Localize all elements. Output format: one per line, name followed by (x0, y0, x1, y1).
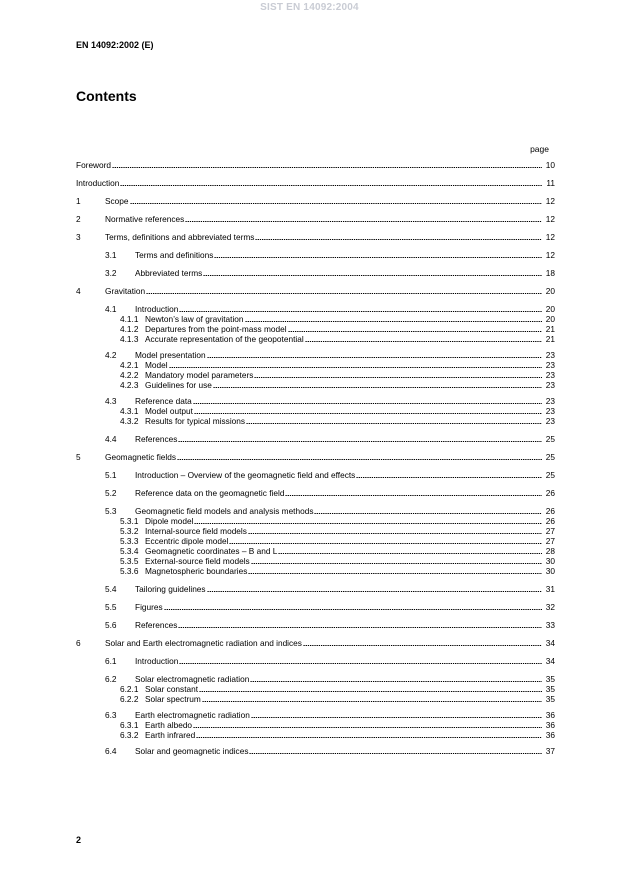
toc-entry[interactable] (76, 416, 555, 426)
toc-entry-page: 23 (545, 416, 555, 426)
toc-entry-page: 20 (545, 304, 555, 314)
dot-leader (120, 185, 542, 186)
toc-entry-title: Solar and Earth electromagnetic radiation and indices (105, 638, 302, 648)
toc-entry-title: Introduction (135, 656, 179, 666)
toc-entry[interactable] (76, 536, 555, 546)
dot-leader (278, 553, 542, 554)
toc-entry-number: 6.2.2 (120, 694, 139, 704)
page-column-label: page (530, 144, 549, 154)
toc-entry-number: 4.2.1 (120, 360, 139, 370)
dot-leader (178, 441, 542, 442)
toc-entry-page: 20 (545, 314, 555, 324)
toc-entry-page: 34 (545, 638, 555, 648)
toc-entry[interactable] (76, 584, 555, 594)
toc-entry-title: Geomagnetic coordinates – B and L (145, 546, 278, 556)
toc-entry[interactable] (76, 470, 555, 480)
toc-entry-number: 4.1.2 (120, 324, 139, 334)
toc-entry-page: 27 (545, 536, 555, 546)
toc-entry[interactable] (76, 286, 555, 296)
toc-entry-page: 23 (545, 350, 555, 360)
toc-entry-number: 5.6 (105, 620, 117, 630)
toc-entry-number: 5.3.2 (120, 526, 139, 536)
toc-entry-number: 5.3.4 (120, 546, 139, 556)
dot-leader (251, 717, 542, 718)
toc-entry[interactable] (76, 684, 555, 694)
toc-entry-title: Earth infrared (145, 730, 196, 740)
toc-entry-number: 3.2 (105, 268, 117, 278)
toc-entry-title: Results for typical missions (145, 416, 246, 426)
toc-entry-page: 25 (545, 434, 555, 444)
toc-entry-page: 32 (545, 602, 555, 612)
toc-entry-page: 12 (545, 196, 555, 206)
toc-entry-title: Geomagnetic fields (105, 452, 177, 462)
dot-leader (305, 341, 542, 342)
watermark: SIST EN 14092:2004 (260, 2, 359, 13)
dot-leader (213, 387, 542, 388)
toc-entry-title: Tailoring guidelines (135, 584, 206, 594)
dot-leader (214, 257, 542, 258)
dot-leader (246, 423, 542, 424)
toc-entry-title: Introduction (135, 304, 179, 314)
toc-entry-page: 21 (545, 324, 555, 334)
toc-entry-title: Internal-source field models (145, 526, 247, 536)
dot-leader (303, 645, 542, 646)
toc-entry-page: 21 (545, 334, 555, 344)
toc-entry-page: 12 (545, 250, 555, 260)
dot-leader (285, 495, 542, 496)
toc-entry-number: 5 (76, 452, 81, 462)
toc-entry-title: Mandatory model parameters (145, 370, 254, 380)
dot-leader (196, 737, 542, 738)
toc-entry-page: 35 (545, 684, 555, 694)
toc-entry-title: Eccentric dipole model (145, 536, 229, 546)
dot-leader (130, 203, 542, 204)
toc-entry[interactable] (76, 250, 555, 260)
toc-entry-number: 4.3.2 (120, 416, 139, 426)
toc-entry[interactable] (76, 710, 555, 720)
toc-entry-title: References (135, 434, 178, 444)
toc-entry-number: 6.2.1 (120, 684, 139, 694)
toc-entry[interactable] (76, 556, 555, 566)
toc-entry[interactable] (76, 314, 555, 324)
toc-entry[interactable] (76, 434, 555, 444)
toc-entry[interactable] (76, 694, 555, 704)
dot-leader (179, 663, 542, 664)
toc-entry-number: 5.3.3 (120, 536, 139, 546)
toc-entry-page: 28 (545, 546, 555, 556)
toc-entry-page: 23 (545, 360, 555, 370)
toc-entry-number: 3.1 (105, 250, 117, 260)
toc-entry[interactable] (76, 268, 555, 278)
dot-leader (178, 627, 542, 628)
toc-entry[interactable] (76, 334, 555, 344)
toc-entry-title: Solar and geomagnetic indices (135, 746, 249, 756)
dot-leader (112, 167, 542, 168)
toc-entry-title: Scope (105, 196, 129, 206)
dot-leader (356, 477, 542, 478)
toc-entry[interactable] (76, 178, 555, 188)
dot-leader (251, 563, 542, 564)
toc-entry[interactable] (76, 730, 555, 740)
page-title: Contents (76, 88, 137, 104)
toc-entry-number: 6 (76, 638, 81, 648)
toc-entry[interactable] (76, 566, 555, 576)
toc-entry-number: 5.1 (105, 470, 117, 480)
page-number: 2 (76, 835, 82, 845)
toc-entry-number: 4.3 (105, 396, 117, 406)
toc-entry[interactable] (76, 324, 555, 334)
toc-entry-number: 6.1 (105, 656, 117, 666)
toc-entry[interactable] (76, 214, 555, 224)
toc-entry[interactable] (76, 160, 555, 170)
toc-entry-number: 4.4 (105, 434, 117, 444)
toc-entry-page: 23 (545, 380, 555, 390)
dot-leader (255, 239, 542, 240)
toc-entry-number: 5.5 (105, 602, 117, 612)
dot-leader (203, 275, 542, 276)
toc-entry-number: 6.3 (105, 710, 117, 720)
toc-entry-number: 5.4 (105, 584, 117, 594)
toc-entry[interactable] (76, 350, 555, 360)
toc-entry[interactable] (76, 406, 555, 416)
toc-entry-page: 36 (545, 720, 555, 730)
toc-entry-number: 6.3.2 (120, 730, 139, 740)
toc-entry-title: Normative references (105, 214, 185, 224)
toc-entry-page: 18 (545, 268, 555, 278)
toc-entry-title: Earth albedo (145, 720, 193, 730)
toc-entry-title: Reference data (135, 396, 192, 406)
toc-entry-page: 36 (545, 710, 555, 720)
dot-leader (314, 513, 542, 514)
toc-entry-number: 4.1.1 (120, 314, 139, 324)
toc-entry-number: 5.3.1 (120, 516, 139, 526)
toc-entry[interactable] (76, 196, 555, 206)
toc-entry-page: 23 (545, 370, 555, 380)
dot-leader (169, 367, 542, 368)
toc-entry-title: Gravitation (105, 286, 146, 296)
toc-entry-page: 30 (545, 556, 555, 566)
toc-entry-number: 2 (76, 214, 81, 224)
toc-entry[interactable] (76, 546, 555, 556)
dot-leader (194, 413, 542, 414)
toc-entry-title: Solar spectrum (145, 694, 201, 704)
toc-entry-page: 33 (545, 620, 555, 630)
toc-entry-number: 5.3.5 (120, 556, 139, 566)
toc-entry-number: 4.2 (105, 350, 117, 360)
toc-entry[interactable] (76, 452, 555, 462)
toc-entry-page: 35 (545, 694, 555, 704)
toc-entry-number: 5.3 (105, 506, 117, 516)
dot-leader (177, 459, 542, 460)
toc-entry[interactable] (76, 674, 555, 684)
toc-entry-title: Terms and definitions (135, 250, 214, 260)
dot-leader (199, 691, 542, 692)
toc-entry-title: Model output (145, 406, 193, 416)
toc-entry-number: 4.1.3 (120, 334, 139, 344)
toc-entry-number: 5.2 (105, 488, 117, 498)
dot-leader (164, 609, 542, 610)
dot-leader (193, 403, 542, 404)
toc-entry-number: 1 (76, 196, 81, 206)
toc-entry-page: 26 (545, 506, 555, 516)
toc-entry[interactable] (76, 656, 555, 666)
toc-entry-page: 12 (545, 232, 555, 242)
toc-entry-page: 11 (546, 178, 555, 188)
dot-leader (245, 321, 542, 322)
toc-entry[interactable] (76, 370, 555, 380)
toc-entry[interactable] (76, 506, 555, 516)
toc-entry-number: 4.3.1 (120, 406, 139, 416)
toc-entry-title: Model presentation (135, 350, 206, 360)
toc-entry-title: References (135, 620, 178, 630)
toc-entry-page: 25 (545, 452, 555, 462)
toc-entry-title: Dipole model (145, 516, 194, 526)
toc-entry[interactable] (76, 380, 555, 390)
toc-entry[interactable] (76, 488, 555, 498)
toc-entry-number: 3 (76, 232, 81, 242)
toc-entry-title: Earth electromagnetic radiation (135, 710, 250, 720)
dot-leader (179, 311, 542, 312)
dot-leader (202, 701, 542, 702)
toc-entry-number: 6.2 (105, 674, 117, 684)
toc-entry-title: Solar electromagnetic radiation (135, 674, 250, 684)
dot-leader (248, 573, 542, 574)
toc-entry-page: 31 (545, 584, 555, 594)
toc-entry-number: 6.4 (105, 746, 117, 756)
dot-leader (185, 221, 542, 222)
toc-entry-title: Model (145, 360, 168, 370)
toc-entry-page: 34 (545, 656, 555, 666)
toc-entry-number: 4.1 (105, 304, 117, 314)
toc-entry-title: Solar constant (145, 684, 199, 694)
toc-entry-number: 6.3.1 (120, 720, 139, 730)
dot-leader (249, 753, 542, 754)
toc-entry-page: 35 (545, 674, 555, 684)
toc-entry-page: 36 (545, 730, 555, 740)
toc-entry-title: Magnetospheric boundaries (145, 566, 248, 576)
toc-entry-page: 30 (545, 566, 555, 576)
toc-entry-page: 12 (545, 214, 555, 224)
toc-entry-title: Accurate representation of the geopotential (145, 334, 304, 344)
toc-entry-title: Foreword (76, 160, 112, 170)
document-id: EN 14092:2002 (E) (76, 40, 154, 50)
toc-entry-title: Reference data on the geomagnetic field (135, 488, 285, 498)
toc-entry-page: 23 (545, 396, 555, 406)
dot-leader (194, 523, 542, 524)
toc-entry[interactable] (76, 304, 555, 314)
dot-leader (193, 727, 542, 728)
toc-entry-title: Abbreviated terms (135, 268, 203, 278)
dot-leader (207, 357, 542, 358)
toc-entry-title: Introduction – Overview of the geomagnetic field and effects (135, 470, 356, 480)
dot-leader (207, 591, 542, 592)
dot-leader (254, 377, 542, 378)
toc-entry-page: 23 (545, 406, 555, 416)
toc-entry-number: 4 (76, 286, 81, 296)
toc-entry[interactable] (76, 746, 555, 756)
toc-entry[interactable] (76, 526, 555, 536)
dot-leader (248, 533, 542, 534)
toc-entry-title: Figures (135, 602, 163, 612)
table-of-contents (76, 160, 555, 756)
toc-entry[interactable] (76, 516, 555, 526)
toc-entry[interactable] (76, 620, 555, 630)
toc-entry[interactable] (76, 602, 555, 612)
toc-entry-title: Newton’s law of gravitation (145, 314, 244, 324)
dot-leader (288, 331, 542, 332)
toc-entry[interactable] (76, 638, 555, 648)
toc-entry-number: 4.2.2 (120, 370, 139, 380)
dot-leader (250, 681, 542, 682)
dot-leader (146, 293, 542, 294)
toc-entry-title: External-source field models (145, 556, 250, 566)
toc-entry-title: Geomagnetic field models and analysis methods (135, 506, 314, 516)
toc-entry[interactable] (76, 232, 555, 242)
toc-entry[interactable] (76, 360, 555, 370)
toc-entry-title: Terms, definitions and abbreviated terms (105, 232, 255, 242)
dot-leader (229, 543, 542, 544)
toc-entry-page: 25 (545, 470, 555, 480)
toc-entry[interactable] (76, 396, 555, 406)
toc-entry-number: 4.2.3 (120, 380, 139, 390)
toc-entry-page: 26 (545, 516, 555, 526)
toc-entry-title: Departures from the point-mass model (145, 324, 287, 334)
toc-entry-page: 26 (545, 488, 555, 498)
toc-entry-page: 10 (545, 160, 555, 170)
toc-entry[interactable] (76, 720, 555, 730)
toc-entry-number: 5.3.6 (120, 566, 139, 576)
toc-entry-title: Introduction (76, 178, 120, 188)
toc-entry-page: 20 (545, 286, 555, 296)
toc-entry-title: Guidelines for use (145, 380, 212, 390)
toc-entry-page: 37 (545, 746, 555, 756)
toc-entry-page: 27 (545, 526, 555, 536)
